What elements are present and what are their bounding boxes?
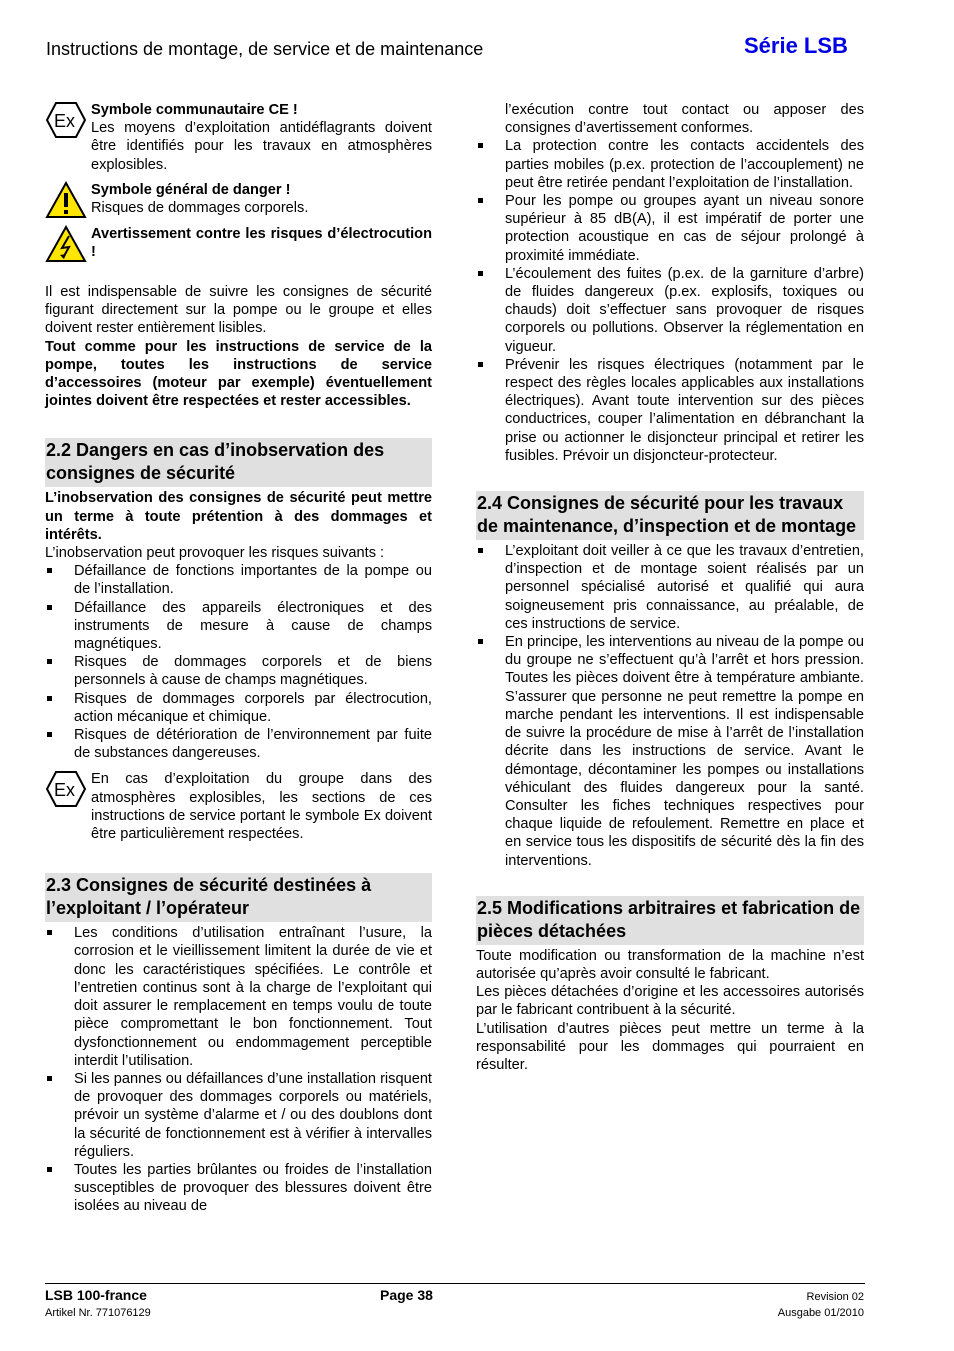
- footer-page: Page 38: [380, 1287, 433, 1303]
- list-item: Toutes les parties brûlantes ou froides de l’installation susceptibles de provoquer des blessures doivent être isolées au niveau de: [45, 1161, 432, 1216]
- symbol-text: Les moyens d’exploitation antidéflagrants doivent être identifiés pour les travaux en atmosphères explosibles.: [91, 120, 432, 173]
- intro-paragraph: Il est indispensable de suivre les consignes de sécurité figurant directement sur la pompe ou le groupe et elles doivent rester entièrement lisibles.: [45, 284, 432, 337]
- svg-text:Ex: Ex: [54, 111, 76, 131]
- list-item: Si les pannes ou défaillances d’une installation risquent de provoquer des dommages corporels ou matériels, prévoir un système d’alarme et / ou des doublons dont la sécurité de fonctionnement est à vérifier à intervalles réguliers.: [45, 1070, 432, 1161]
- list-item: Les conditions d’utilisation entraînant l’usure, la corrosion et le vieillissement limitent la durée de vie et donc les caractéristiques spécifiées. Le contrôle et l’entretien continus sont à la charge de l’exploitant qui doit assurer le remplacement en temps voulu de toute pièce compromettant le bon fonctionnement. Tout dysfonctionnement ou endommagement perceptible interdit l’utilisation.: [45, 924, 432, 1070]
- section-2-2-list: [45, 562, 432, 762]
- list-item: Risques de détérioration de l’environnement par fuite de substances dangereuses.: [45, 726, 432, 762]
- footer-rule: [45, 1283, 865, 1284]
- document-title: Instructions de montage, de service et de maintenance: [46, 39, 484, 59]
- list-continuation: l’exécution contre tout contact ou apposer des consignes d’avertissement conformes.: [505, 102, 864, 137]
- electric-hazard-icon: [45, 225, 87, 263]
- footer-edition: Ausgabe 01/2010: [777, 1307, 864, 1319]
- symbol-title: Avertissement contre les risques d’électrocution !: [91, 226, 432, 261]
- ex-symbol-icon: [45, 770, 87, 808]
- footer-doc: LSB 100-france: [45, 1287, 147, 1303]
- section-heading-2-5: 2.5 Modifications arbitraires et fabrication de pièces détachées: [476, 896, 864, 945]
- symbol-danger: [45, 181, 432, 219]
- section-2-3-list: [45, 924, 432, 1215]
- symbol-title: Symbole communautaire CE !: [91, 102, 298, 118]
- list-item: Défaillance de fonctions importantes de la pompe ou de l’installation.: [45, 562, 432, 598]
- section-heading-2-4: 2.4 Consignes de sécurité pour les travaux de maintenance, d’inspection et de montage: [476, 491, 864, 540]
- list-item: Défaillance des appareils électroniques et des instruments de mesure à cause de champs magnétiques.: [45, 599, 432, 654]
- ex-note: [45, 770, 432, 843]
- list-item: Prévenir les risques électriques (notamment par le respect des règles locales applicables aux installations électriques). Avant toute intervention sur des pièces conductrices, couper l’alimentation en débranchant la prise ou actionner le disjoncteur principal et retirer les fusibles. Prévoir un disjoncteur-protecteur.: [476, 356, 864, 465]
- list-item: Pour les pompe ou groupes ayant un niveau sonore supérieur à 85 dB(A), il est impératif de porter une protection acoustique en cas de séjour prolongé à proximité immédiate.: [476, 192, 864, 265]
- list-item: L’écoulement des fuites (p.ex. de la garniture d’arbre) de fluides dangereux (p.ex. explosifs, toxiques ou chauds) doit s’effectuer sans provoquer de risques corporels ou pollutions. Observer la réglementation en vigueur.: [476, 265, 864, 356]
- footer-revision: Revision 02: [806, 1291, 864, 1303]
- section-2-3-list-cont: [476, 137, 864, 465]
- section-2-2-bold: L’inobservation des consignes de sécurité peut mettre un terme à toute prétention à des dommages et intérêts.: [45, 490, 432, 543]
- list-item: En principe, les interventions au niveau de la pompe ou du groupe ne s’effectuent qu’à l’arrêt et hors pression. Toutes les pièces doivent être à température ambiante. S’assurer que personne ne peut remettre la pompe en marche pendant les interventions. Il est indispensable de suivre la procédure de mise à l’arrêt de l’installation décrite dans les instructions de service. Avant le démontage, décontaminer les pompes ou installations véhiculant des fluides dangereux pour la santé. Consulter les fiches techniques respectives pour chaque liquide de refoulement. Remettre en place et en service tous les dispositifs de sécurité dès la fin des interventions.: [476, 633, 864, 870]
- series-title: Série LSB: [744, 33, 848, 58]
- warning-triangle-icon: [45, 181, 87, 219]
- right-column: [476, 101, 864, 1074]
- section-2-5-paragraph: Les pièces détachées d’origine et les accessoires autorisés par le fabricant contribuent à la sécurité.: [476, 984, 864, 1019]
- svg-text:Ex: Ex: [54, 780, 76, 801]
- symbol-ex: [45, 101, 432, 175]
- intro-bold-paragraph: Tout comme pour les instructions de service de la pompe, toutes les instructions de service d’accessoires (moteur par exemple) éventuellement jointes doivent être respectées et rester accessibles.: [45, 338, 432, 410]
- list-item: Risques de dommages corporels par électrocution, action mécanique et chimique.: [45, 690, 432, 726]
- left-column: [45, 101, 432, 1216]
- symbol-electric: [45, 225, 432, 263]
- ex-note-text: En cas d’exploitation du groupe dans des atmosphères explosibles, les sections de ces instructions de service portant le symbole Ex doivent être particulièrement respectées.: [91, 771, 432, 843]
- section-2-5-paragraph: L’utilisation d’autres pièces peut mettre un terme à la responsabilité pour les dommages qui pourraient en résulter.: [476, 1020, 864, 1073]
- list-item: L’exploitant doit veiller à ce que les travaux d’entretien, d’inspection et de montage soient réalisés par un personnel spécialisé autorisé et qualifié qui aura soigneusement pris connaissance, au préalable, de ces instructions de service.: [476, 542, 864, 633]
- section-heading-2-3: 2.3 Consignes de sécurité destinées à l’exploitant / l’opérateur: [45, 873, 432, 922]
- section-2-2-lead: L’inobservation peut provoquer les risques suivants :: [45, 545, 385, 562]
- footer-article: Artikel Nr. 771076129: [45, 1307, 151, 1319]
- section-2-4-list: [476, 542, 864, 870]
- section-2-5-paragraph: Toute modification ou transformation de la machine n’est autorisée qu’après avoir consulté le fabricant.: [476, 947, 864, 982]
- list-item: La protection contre les contacts accidentels des parties mobiles (p.ex. protection de l’accouplement) ne peut être retirée pendant l’exploitation de l’installation.: [476, 137, 864, 192]
- ex-symbol-icon: [45, 101, 87, 139]
- symbol-text: Risques de dommages corporels.: [91, 200, 309, 217]
- list-item: Risques de dommages corporels et de biens personnels à cause de champs magnétiques.: [45, 653, 432, 689]
- symbol-title: Symbole général de danger !: [91, 182, 291, 198]
- section-heading-2-2: 2.2 Dangers en cas d’inobservation des consignes de sécurité: [45, 438, 432, 487]
